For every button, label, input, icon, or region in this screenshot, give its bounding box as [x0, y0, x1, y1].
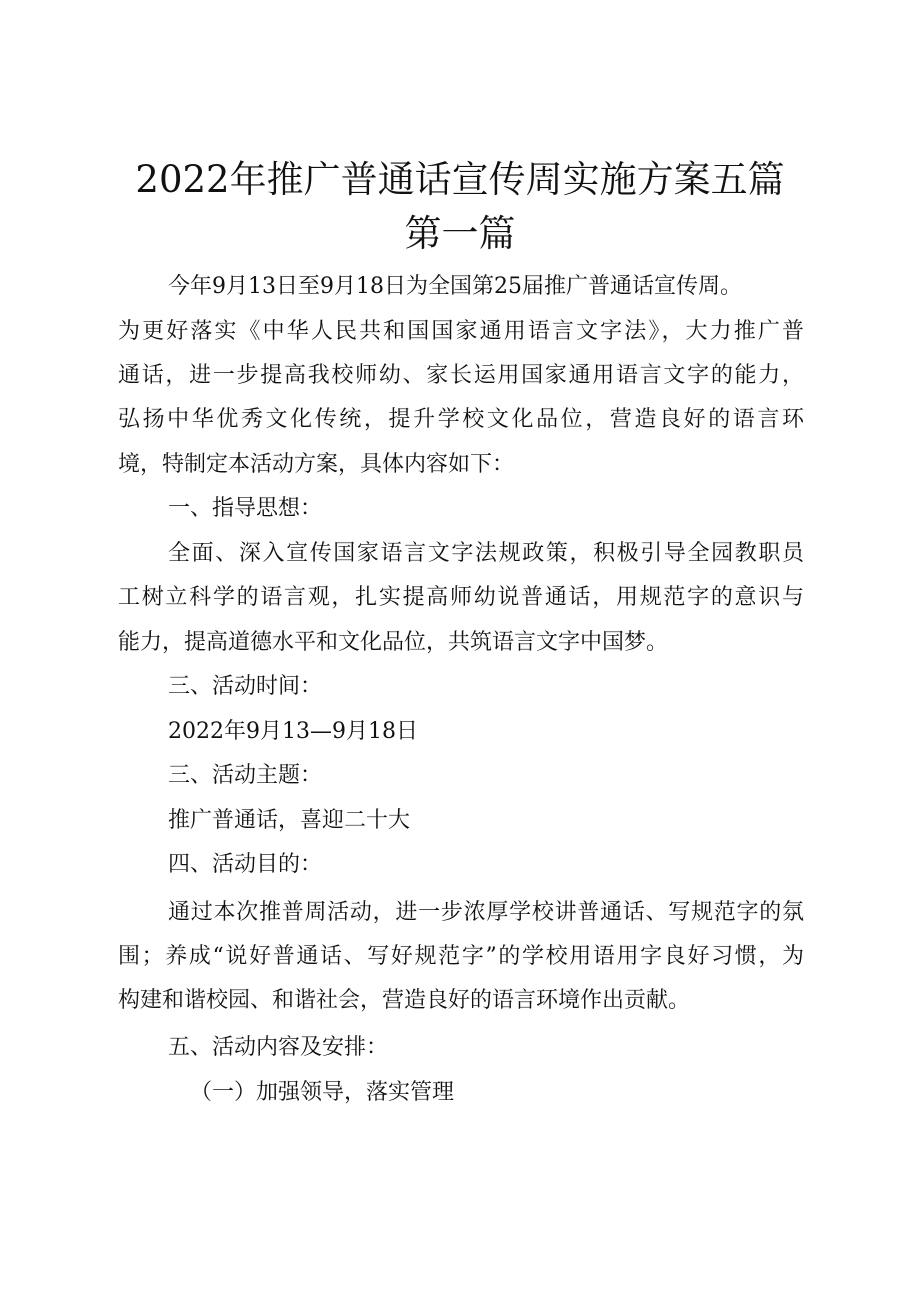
section3-heading: 三、活动主题： [168, 763, 323, 788]
section5-heading: 五、活动内容及安排： [168, 1035, 389, 1060]
section5-subheading-1: （一）加强领导，落实管理 [190, 1080, 455, 1105]
section4-line-3: 构建和谐校园、和谐社会，营造良好的语言环境作出贡献。 [118, 988, 691, 1013]
section1-line-3: 能力，提高道德水平和文化品位，共筑语言文字中国梦。 [118, 630, 669, 655]
intro-line-1: 今年9月13日至9月18日为全国第25届推广普通话宣传周。 [168, 274, 742, 299]
section4-line-2: 围；养成“说好普通话、写好规范字”的学校用语用字良好习惯，为 [118, 944, 804, 969]
section4-line-1: 通过本次推普周活动，进一步浓厚学校讲普通话、写规范字的氛 [168, 900, 804, 925]
intro-line-5: 境，特制定本活动方案，具体内容如下： [118, 452, 515, 477]
document-title: 2022年推广普通话宣传周实施方案五篇 [135, 158, 785, 201]
intro-line-3: 通话，进一步提高我校师幼、家长运用国家通用语言文字的能力， [118, 363, 804, 388]
section1-line-1: 全面、深入宣传国家语言文字法规政策，积极引导全园教职员 [168, 541, 804, 566]
intro-line-4: 弘扬中华优秀文化传统，提升学校文化品位，营造良好的语言环 [118, 407, 804, 432]
section1-line-2: 工树立科学的语言观，扎实提高师幼说普通话，用规范字的意识与 [118, 585, 804, 610]
document-subtitle: 第一篇 [404, 212, 516, 255]
section3-body: 推广普通话，喜迎二十大 [168, 808, 411, 833]
intro-line-2: 为更好落实《中华人民共和国国家通用语言文字法》，大力推广普 [118, 319, 804, 344]
section4-heading: 四、活动目的： [168, 852, 323, 877]
section2-body: 2022年9月13—9月18日 [168, 719, 418, 744]
section1-heading: 一、指导思想： [168, 496, 323, 521]
section2-heading: 三、活动时间： [168, 674, 323, 699]
